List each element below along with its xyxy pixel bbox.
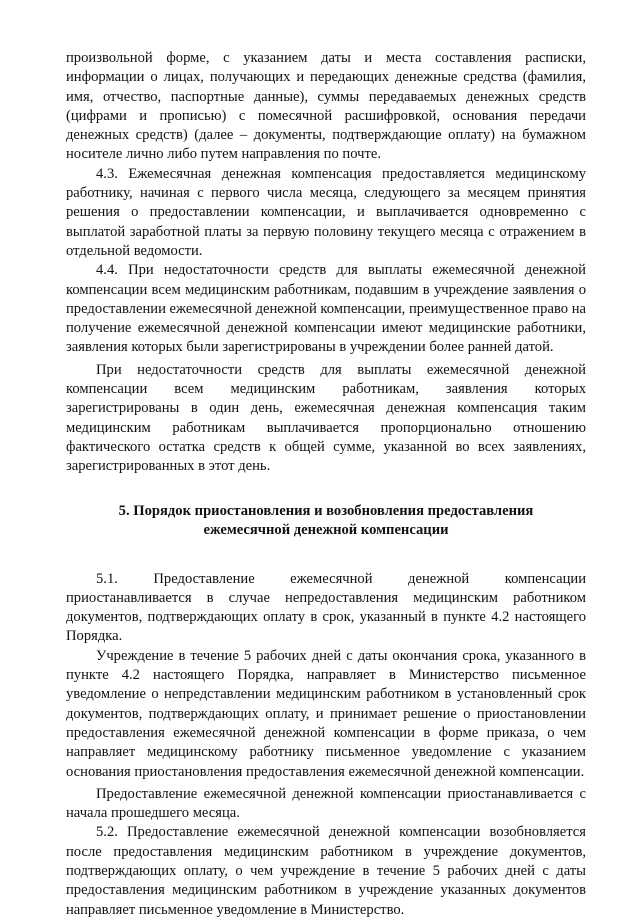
section-5-heading (66, 502, 586, 540)
paragraph-4-4: 4.4. При недостаточности средств для выплаты ежемесячной денежной компенсации всем медицинским работникам, подавшим в учреждение заявления о предоставлении ежемесячной денежной компенсации, преимущественное право на получение ежемесячной денежной компенсации имеют медицинские работники, заявления которых были зарегистрированы в учреждении более ранней датой. (66, 262, 586, 356)
paragraph-suspension-start: Предоставление ежемесячной денежной компенсации приостанавливается с начала прошедшего месяца. (66, 785, 586, 822)
paragraph-4-3: 4.3. Ежемесячная денежная компенсация предоставляется медицинскому работнику, начиная с первого числа месяца, следующего за месяцем принятия решения о предоставлении компенсации, и выплачивается одновременно с выплатой заработной платы за первую половину текущего месяца с отражением в отдельной ведомости. (66, 165, 586, 259)
paragraph-5-1: 5.1. Предоставление ежемесячной денежной компенсации приостанавливается в случае непредоставления медицинским работником документов, подтверждающих оплату в срок, указанный в пункте 4.2 настоящего Порядка. (66, 570, 586, 645)
document-page (66, 0, 586, 920)
section-5-heading-line1: 5. Порядок приостановления и возобновления предоставления (118, 502, 534, 519)
paragraph-5-2: 5.2. Предоставление ежемесячной денежной компенсации возобновляется после предоставления медицинским работником в учреждение документов, подтверждающих оплату, о чем учреждение в течение 5 рабочих дней с даты предоставления медицинским работником в учреждение указанных документов направляет письменное уведомление в Министерство. (66, 824, 586, 918)
paragraph-insufficient-funds: При недостаточности средств для выплаты ежемесячной денежной компенсации всем медицинским работникам, заявления которых зарегистрированы в один день, ежемесячная денежная компенсация таким медицинским работникам выплачивается пропорционально отношению фактического остатка средств к общей сумме, указанной во всех заявлениях, зарегистрированных в этот день. (66, 361, 586, 475)
paragraph-institution-notice: Учреждение в течение 5 рабочих дней с даты окончания срока, указанного в пункте 4.2 настоящего Порядка, направляет в Министерство письменное уведомление о непредставлении медицинским работником в установленный срок документов, подтверждающих оплату, и принимает решение о приостановлении предоставления ежемесячной денежной компенсации в форме приказа, о чем направляет медицинскому работнику письменное уведомление с указанием основания приостановления предоставления ежемесячной денежной компенсации. (66, 647, 586, 780)
section-5-heading-line2: ежемесячной денежной компенсации (203, 521, 449, 538)
paragraph-receipt-continuation: произвольной форме, с указанием даты и места составления расписки, информации о лицах, получающих и передающих денежные средства (фамилия, имя, отчество, паспортные данные), суммы передаваемых денежных средств (цифрами и прописью) с помесячной расшифровкой, основания передачи денежных средств) (далее – документы, подтверждающие оплату) на бумажном носителе лично либо путем направления по почте. (66, 50, 586, 163)
